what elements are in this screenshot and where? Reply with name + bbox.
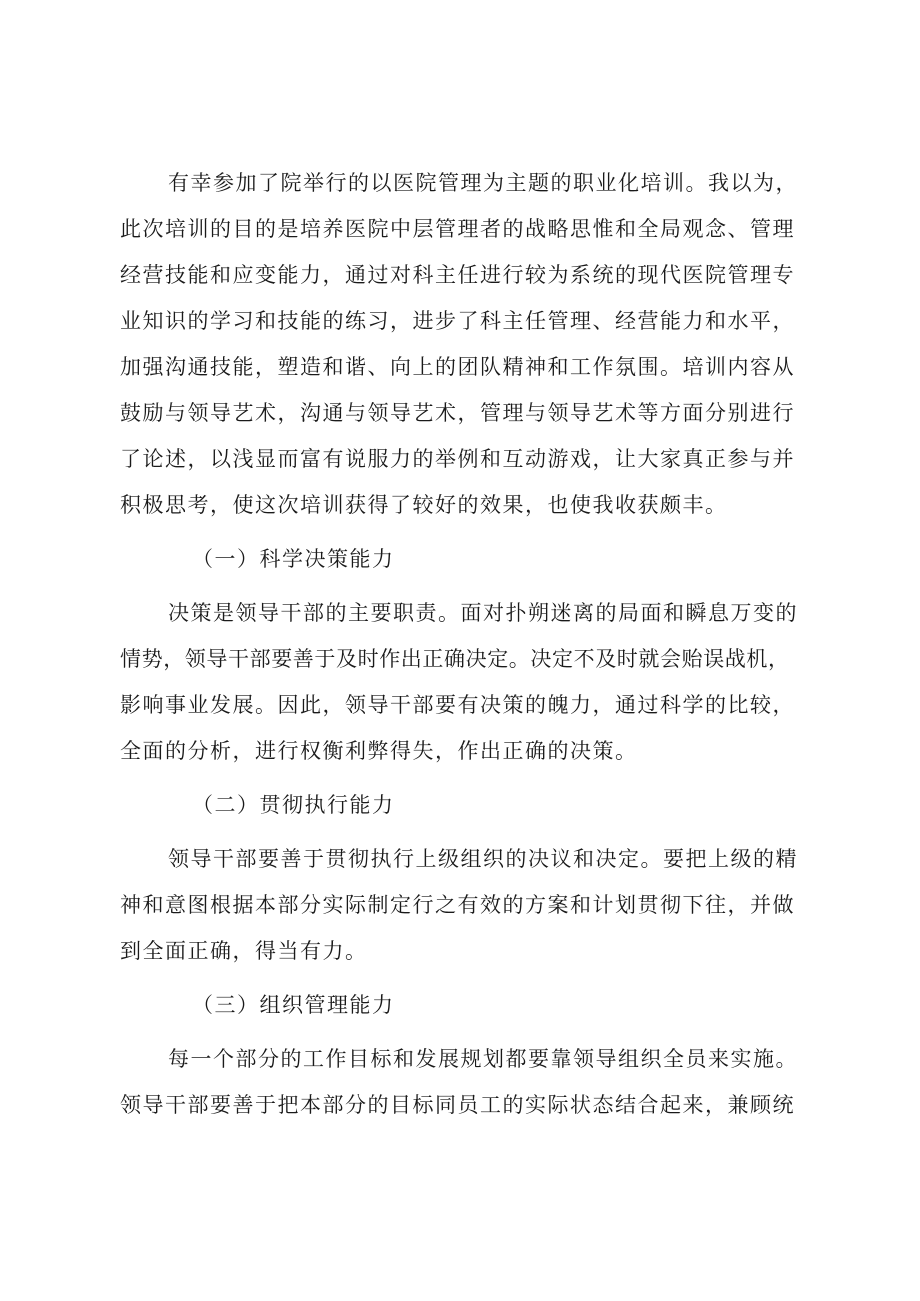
text-line: 神和意图根据本部分实际制定行之有效的方案和计划贯彻下往，并做 (120, 893, 795, 917)
text-line: 经营技能和应变能力，通过对科主任进行较为系统的现代医院管理专 (120, 263, 795, 287)
text-line: 领导干部要善于把本部分的目标同员工的实际状态结合起来，兼顾统 (120, 1093, 795, 1117)
text-line: 决策是领导干部的主要职责。面对扑朔迷离的局面和瞬息万变的 (168, 601, 798, 625)
section-heading-decision: （一）科学决策能力 (192, 547, 395, 571)
section-heading-execution: （二）贯彻执行能力 (192, 793, 395, 817)
intro-paragraph (120, 160, 830, 528)
text-line: 每一个部分的工作目标和发展规划都要靠领导组织全员来实施。 (168, 1047, 798, 1071)
text-line: 积极思考，使这次培训获得了较好的效果，也使我收获颇丰。 (120, 493, 728, 517)
text-line: 鼓励与领导艺术，沟通与领导艺术，管理与领导艺术等方面分别进行 (120, 401, 795, 425)
text-line: 到全面正确，得当有力。 (120, 939, 368, 963)
text-line: 加强沟通技能，塑造和谐、向上的团队精神和工作氛围。培训内容从 (120, 355, 795, 379)
section-paragraph-decision (120, 590, 830, 774)
text-line: 业知识的学习和技能的练习，进步了科主任管理、经营能力和水平， (120, 309, 795, 333)
text-line: 了论述，以浅显而富有说服力的举例和互动游戏，让大家真正参与并 (120, 447, 795, 471)
section-paragraph-organization (120, 1036, 830, 1128)
document-body (120, 160, 830, 1128)
text-line: 此次培训的目的是培养医院中层管理者的战略思惟和全局观念、管理 (120, 217, 795, 241)
text-line: 影响事业发展。因此，领导干部要有决策的魄力，通过科学的比较， (120, 693, 795, 717)
text-line: 领导干部要善于贯彻执行上级组织的决议和决定。要把上级的精 (168, 847, 798, 871)
text-line: 有幸参加了院举行的以医院管理为主题的职业化培训。我以为， (168, 171, 798, 195)
section-paragraph-execution (120, 836, 830, 974)
section-heading-organization: （三）组织管理能力 (192, 993, 395, 1017)
text-line: 情势，领导干部要善于及时作出正确决定。决定不及时就会贻误战机， (120, 647, 790, 671)
text-line: 全面的分析，进行权衡利弊得失，作出正确的决策。 (120, 739, 638, 763)
